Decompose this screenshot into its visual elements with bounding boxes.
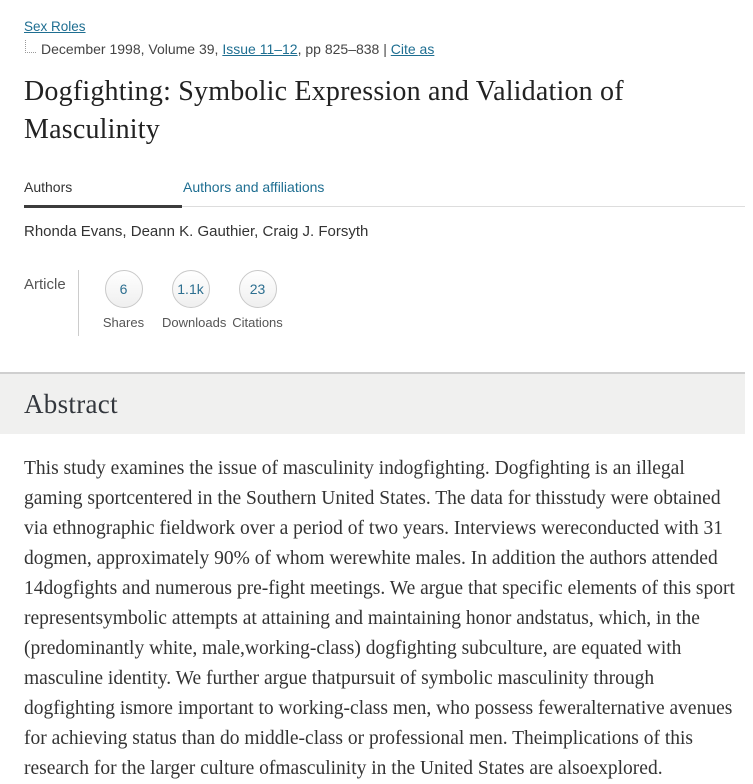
metric-citations	[229, 270, 286, 330]
issue-link[interactable]: Issue 11–12	[222, 41, 298, 57]
downloads-label: Downloads	[162, 315, 227, 330]
metrics-divider	[78, 270, 79, 336]
shares-label: Shares	[102, 315, 145, 330]
breadcrumb	[0, 18, 753, 57]
cite-as-link[interactable]: Cite as	[390, 41, 435, 57]
article-metrics	[0, 270, 753, 336]
downloads-count-badge: 1.1k	[172, 270, 210, 308]
date-volume-text: December 1998, Volume 39,	[41, 41, 219, 57]
article-type-label: Article	[24, 276, 66, 293]
citations-label: Citations	[232, 315, 283, 330]
citations-count-badge: 23	[239, 270, 277, 308]
author-names: Rhonda Evans, Deann K. Gauthier, Craig J. Forsyth	[24, 223, 369, 240]
tree-connector-icon	[25, 40, 36, 53]
shares-count-badge: 6	[105, 270, 143, 308]
abstract-section-header	[0, 372, 745, 434]
abstract-heading: Abstract	[24, 388, 118, 419]
abstract-text: This study examines the issue of masculinity indogfighting. Dogfighting is an illegal gaming sportcentered in the Southern United States. The data for thisstudy were obtained via ethnographic fieldwork over a period of two years. Interviews wereconducted with 31 dogmen, approximately 90% of whom werewhite males. In addition the authors attended 14dogfights and numerous pre-fight meetings. We argue that specific elements of this sport representsymbolic attempts at attaining and maintaining honor andstatus, which, in the (predominantly white, male,working-class) dogfighting subculture, are equated with masculine identity. We further argue thatpursuit of symbolic masculinity through dogfighting ismore important to working-class men, who possess feweralternative avenues for achieving status than do middle-class or professional men. Theimplications of this research for the larger culture ofmasculinity in the United States are alsoexplored.	[24, 458, 735, 779]
pages-text: , pp 825–838 |	[297, 41, 387, 57]
tab-authors[interactable]: Authors	[24, 171, 182, 208]
author-tabs	[24, 171, 745, 207]
issue-info-line	[24, 40, 737, 57]
metric-downloads	[162, 270, 227, 330]
page-title: Dogfighting: Symbolic Expression and Validation of Masculinity	[24, 76, 624, 145]
metric-shares	[95, 270, 152, 330]
journal-link[interactable]: Sex Roles	[24, 19, 86, 34]
tab-authors-and-affiliations[interactable]: Authors and affiliations	[183, 179, 325, 195]
